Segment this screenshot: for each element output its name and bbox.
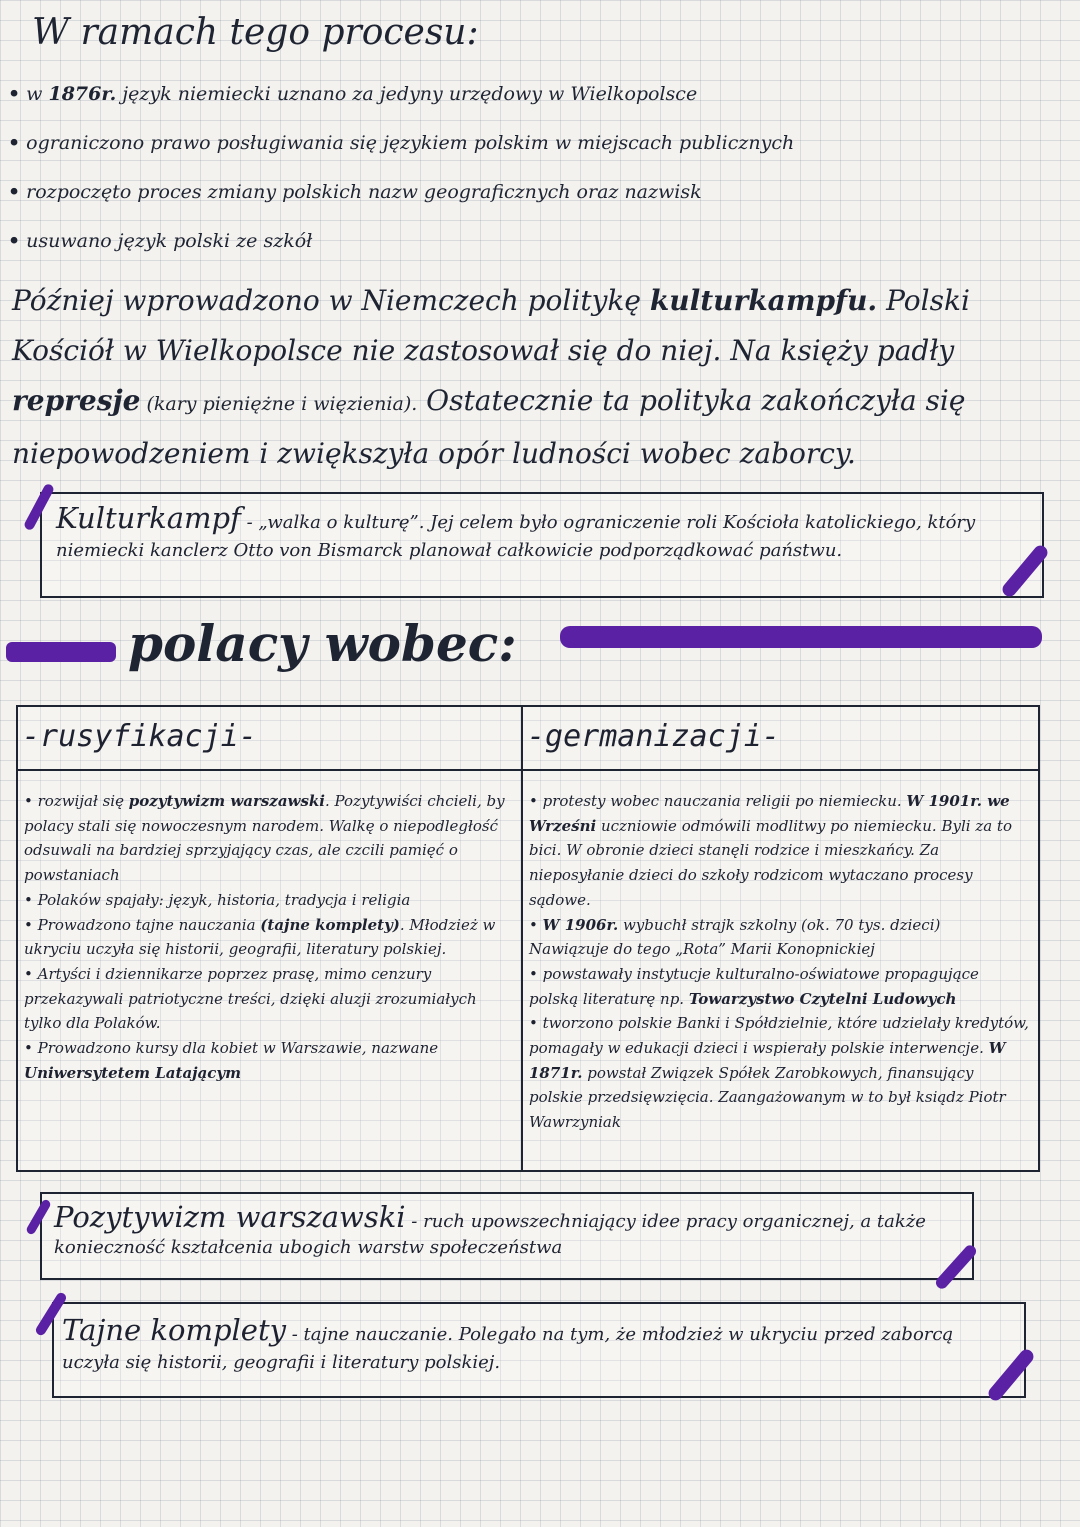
list-item: • Prowadzono kursy dla kobiet w Warszawie, nazwane Uniwersytetem Latającym (24, 1039, 439, 1082)
list-item: • Polaków spajały: język, historia, tradycja i religia (24, 890, 411, 909)
list-item: • rozwijał się pozytywizm warszawski. Pozytywiści chcieli, by polacy stali się nowoczesnym narodem. Walkę o niepodległość odsuwali na bardziej sprzyjający czas, ale czcili pamięć o powstaniach (24, 792, 505, 885)
intro-title: W ramach tego procesu: (32, 12, 479, 53)
column-header: -germanizacji- (523, 707, 1038, 771)
list-item: • usuwano język polski ze szkół (8, 230, 313, 252)
list-item: • powstawały instytucje kulturalno-oświatowe propagujące polską literaturę np. Towarzystwo Czytelni Ludowych (529, 964, 979, 1008)
table-column-rusyfikacja (18, 707, 523, 1170)
heading-marker-left (6, 642, 116, 662)
section-heading: polacy wobec: (128, 614, 517, 673)
definition-term: Tajne komplety (62, 1313, 286, 1347)
definition-box-pozytywizm (40, 1192, 974, 1280)
definition-text: - „walka o kulturę”. Jej celem było ograniczenie roli Kościoła katolickiego, który niemiecki kanclerz Otto von Bismarck planował całkowicie podporządkować państwu. (56, 512, 976, 561)
column-header: -rusyfikacji- (18, 707, 521, 771)
list-item: • rozpoczęto proces zmiany polskich nazw geograficznych oraz nazwisk (8, 181, 702, 203)
list-item: • tworzono polskie Banki i Spółdzielnie, które udzielały kredytów, pomagały w edukacji dzieci i wspierały polskie interwencje. W 1871r. powstał Związek Spółek Zarobkowych, finansujący polskie przedsięwzięcia. Zaangażowanym w to był ksiądz Piotr Wawrzyniak (529, 1014, 1029, 1132)
list-item: • protesty wobec nauczania religii po niemiecku. W 1901r. we Wrześni uczniowie odmówili modlitwy po niemiecku. Byli za to bici. W obronie dzieci stanęli rodzice i mieszkańcy. Za nieposyłanie dzieci do szkoły rodzicom wytaczano procesy sądowe. (529, 792, 1012, 909)
heading-marker-right (560, 626, 1042, 648)
table-column-germanizacja (523, 707, 1038, 1170)
intro-bullet-list (8, 74, 1048, 270)
kulturkampf-paragraph: Później wprowadzono w Niemczech politykę kulturkampfu. Polski Kościół w Wielkopolsce nie zastosował się do niej. Na księży padły represje (kary pieniężne i więzienia). Ostatecznie ta polityka zakończyła się niepowodzeniem i zwiększyła opór ludności wobec zaborcy. (12, 284, 970, 470)
list-item: • Prowadzono tajne nauczania (tajne komplety). Młodzież w ukryciu uczyła się historii, geografii, literatury polskiej. (24, 915, 496, 959)
definition-term: Pozytywizm warszawski (54, 1200, 406, 1234)
list-item: • w 1876r. język niemiecki uznano za jedyny urzędowy w Wielkopolsce (8, 83, 698, 105)
list-item: • W 1906r. wybuchł strajk szkolny (ok. 70 tys. dzieci) (529, 915, 941, 934)
definition-text: - ruch upowszechniający idee pracy organicznej, a także konieczność kształcenia ubogich warstw społeczeństwa (54, 1211, 926, 1258)
list-item: • Artyści i dziennikarze poprzez prasę, mimo cenzury przekazywali patriotyczne treści, dzięki aluzji zrozumiałych tylko dla Polaków. (24, 964, 477, 1033)
definition-box-tajne-komplety (52, 1302, 1026, 1398)
list-item: • ograniczono prawo posługiwania się językiem polskim w miejscach publicznych (8, 132, 795, 154)
list-item: Nawiązuje do tego „Rota” Marii Konopnickiej (529, 940, 875, 959)
definition-text: - tajne nauczanie. Polegało na tym, że młodzież w ukryciu przed zaborcą uczyła się historii, geografii i literatury polskiej. (62, 1324, 954, 1373)
comparison-table (16, 705, 1040, 1172)
definition-term: Kulturkampf (56, 501, 241, 535)
definition-box-kulturkampf (40, 492, 1044, 598)
